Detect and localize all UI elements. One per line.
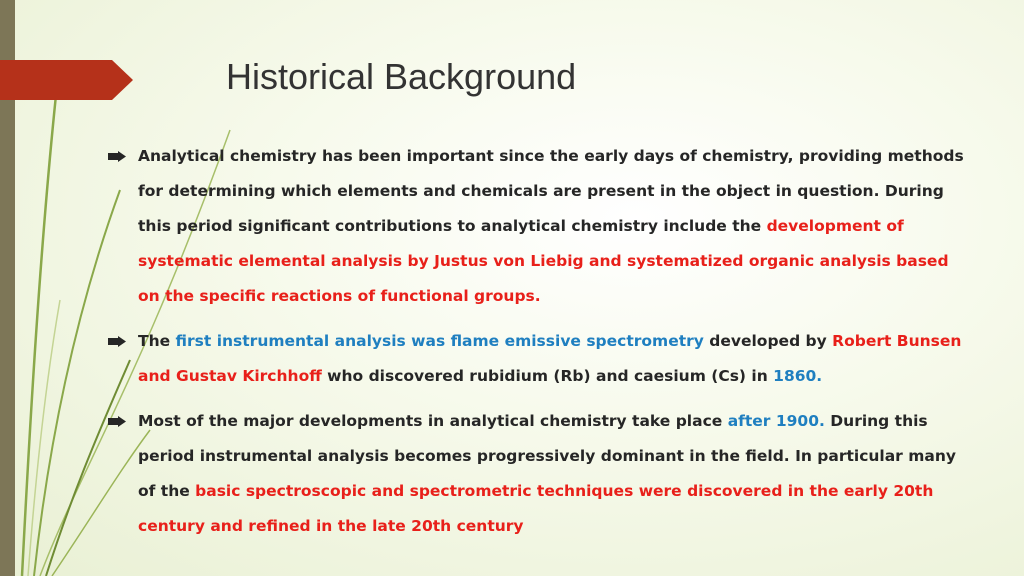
bullet-list — [108, 139, 968, 554]
highlight-text: 1860. — [773, 367, 823, 385]
bullet-text: During this period instrumental analysis becomes progressively dominant in the field. In particular many of the — [138, 412, 956, 500]
bullet-text: Most of the major developments in analytical chemistry take place — [138, 412, 728, 430]
bullet-text: The — [138, 332, 176, 350]
highlight-text: after 1900. — [727, 412, 825, 430]
bullet-item — [108, 404, 968, 544]
bullet-text: who discovered rubidium (Rb) and caesium (Cs) in — [321, 367, 774, 385]
highlight-text: Robert Bunsen and Gustav Kirchhoff — [138, 332, 962, 385]
page-title: Historical Background — [226, 56, 577, 97]
bullet-item — [108, 139, 968, 314]
bullet-item — [108, 324, 968, 394]
left-decorative-bar — [0, 0, 15, 576]
leaf-stroke — [28, 300, 60, 576]
arrow-bullet-icon — [108, 336, 126, 347]
highlight-text: development of systematic elemental analysis by Justus von Liebig and systematized organic analysis based on the specific reactions of functional groups. — [138, 217, 949, 305]
leaf-stroke — [22, 95, 56, 576]
bullet-text: developed by — [703, 332, 833, 350]
highlight-text: basic spectroscopic and spectrometric techniques were discovered in the early 20th century and refined in the late 20th century — [138, 482, 934, 535]
arrow-bullet-icon — [108, 416, 126, 427]
bullet-text: Analytical chemistry has been important since the early days of chemistry, providing methods for determining which elements and chemicals are present in the object in question. During this period significant contributions to analytical chemistry include the — [138, 147, 964, 235]
arrow-bullet-icon — [108, 151, 126, 162]
highlight-text: first instrumental analysis was flame emissive spectrometry — [175, 332, 704, 350]
